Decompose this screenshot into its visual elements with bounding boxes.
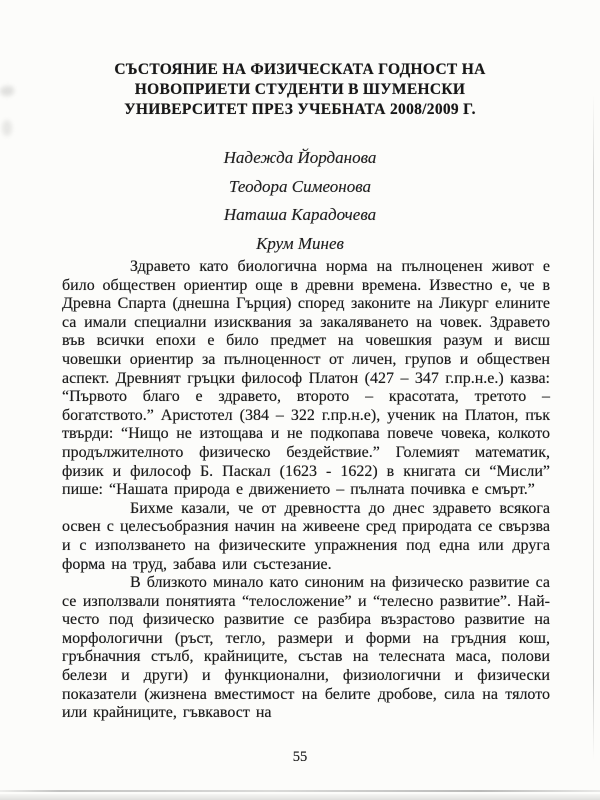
body-paragraph-1: Здравето като биологична норма на пълноценен живот е било обществен ориентир още в древни времена. Известно е, че в Древна Спарта (днешна Гърция) според законите на Ликург елините са имали специални изисквания за закаляването на човек. Здравето във всички епохи е било предмет на човешкия разум и висш човешки ориентир за пълноценност от личен, групов и обществен аспект. Древният гръцки философ Платон (427 – 347 г.пр.н.е.) казва: “Първото благо е здравето, второто – красотата, третото – богатството.” Аристотел (384 – 322 г.пр.н.е), ученик на Платон, пък твърди: “Нищо не изтощава и не подкопава повече човека, колкото продължителното физическо бездействие.” Големият математик, физик и философ Б. Паскал (1623 - 1622) в книгата си “Мисли” пише: “Нашата природа е движението – пълната почивка е смърт.” <box>62 258 550 499</box>
page-number: 55 <box>292 749 308 765</box>
scan-artifact-right-edge-line <box>593 95 594 760</box>
article-body <box>62 258 550 723</box>
scan-artifact-bottom-shade <box>0 794 600 800</box>
paper-title-line-2: НОВОПРИЕТИ СТУДЕНТИ В ШУМЕНСКИ <box>134 81 466 98</box>
author-name-4: Крум Минев <box>256 233 344 253</box>
scan-artifact-smudge <box>2 120 12 136</box>
paper-title-line-1: СЪСТОЯНИЕ НА ФИЗИЧЕСКАТА ГОДНОСТ НА <box>114 61 486 78</box>
paper-title-line-3: УНИВЕРСИТЕТ ПРЕЗ УЧЕБНАТА 2008/2009 Г. <box>124 101 476 118</box>
body-paragraph-2: Бихме казали, че от древността до днес здравето всякога освен с целесъобразния начин на живеене сред природата се свързва и с използването на физическите упражнения под една или друга форма на труд, забава или състезание. <box>62 499 550 573</box>
author-name-1: Надежда Йорданова <box>223 148 377 167</box>
paper-title <box>40 60 560 120</box>
scan-artifact-smudge <box>0 86 14 96</box>
scan-artifact-bottom-line <box>0 790 600 792</box>
author-name-2: Теодора Симеонова <box>229 176 371 196</box>
authors-list <box>0 144 600 258</box>
author-name-3: Наташа Карадочева <box>223 205 377 224</box>
body-paragraph-3: В близкото минало като синоним на физическо развитие са се използвали понятията “телосложение” и “телесно развитие”. Най-често под физическо развитие се разбира възрастово развитие на морфологични (ръст, тегло, размери и форми на гръдния кош, гръбначния стълб, крайниците, състав на телесната маса, полови белези и други) и функционални, физиологични и физически показатели (жизнена вместимост на белите дробове, сила на тялото или крайниците, гъвкавост на <box>62 574 550 722</box>
